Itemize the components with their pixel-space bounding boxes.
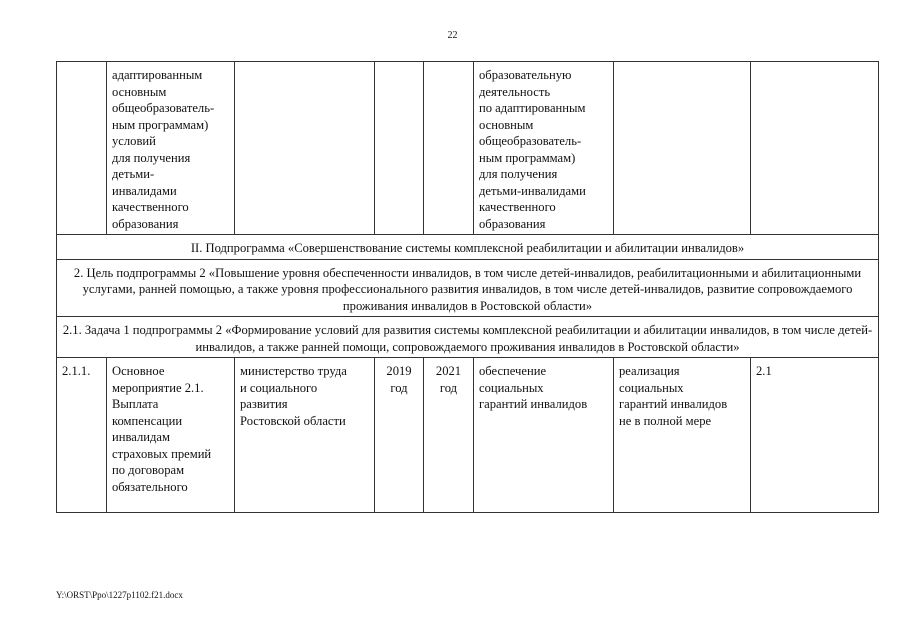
cell-start-year: [375, 62, 424, 235]
cell-number: [57, 62, 107, 235]
goal-text: 2. Цель подпрограммы 2 «Повышение уровня обеспеченности инвалидов, в том числе детей-инвалидов, реабилитационными и абилитационными услугами, ранней помощью, а также уровня профессионального развития инвалидов, в том числе детей-инвалидов, развитие сопровождаемого проживания инвалидов в Ростовской области»: [57, 259, 879, 317]
table-row-goal: [57, 259, 879, 317]
cell-expected-result: обеспечение социальных гарантий инвалидов: [474, 358, 614, 513]
table-row-activity: [57, 358, 879, 513]
table-row-task: [57, 317, 879, 358]
program-table: [56, 61, 879, 513]
page-number: 22: [447, 30, 458, 41]
cell-end-year: [424, 62, 474, 235]
cell-number: 2.1.1.: [57, 358, 107, 513]
footer-file-path: Y:\ORST\Ppo\1227p1102.f21.docx: [56, 590, 183, 600]
cell-start-year: 2019 год: [375, 358, 424, 513]
cell-link: 2.1: [751, 358, 879, 513]
cell-consequences: реализация социальных гарантий инвалидов не в полной мере: [614, 358, 751, 513]
cell-expected-result: образовательную деятельность по адаптированным основным общеобразователь- ным программам) для получения детьми-инвалидами качественного образования: [474, 62, 614, 235]
cell-link: [751, 62, 879, 235]
cell-activity-name: адаптированным основным общеобразователь- ным программам) условий для получения детьми- инвалидами качественного образования: [107, 62, 235, 235]
subprogram-title: II. Подпрограмма «Совершенствование системы комплексной реабилитации и абилитации инвалидов»: [57, 235, 879, 260]
cell-end-year: 2021 год: [424, 358, 474, 513]
cell-executor: [235, 62, 375, 235]
cell-activity-name: Основное мероприятие 2.1. Выплата компенсации инвалидам страховых премий по договорам обязательного: [107, 358, 235, 513]
table-row-continuation: [57, 62, 879, 235]
task-text: 2.1. Задача 1 подпрограммы 2 «Формирование условий для развития системы комплексной реабилитации и абилитации инвалидов, в том числе детей-инвалидов, а также ранней помощи, сопровождаемого проживания инвалидов в Ростовской области»: [57, 317, 879, 358]
table-row-subprogram: [57, 235, 879, 260]
cell-executor: министерство труда и социального развития Ростовской области: [235, 358, 375, 513]
cell-consequences: [614, 62, 751, 235]
